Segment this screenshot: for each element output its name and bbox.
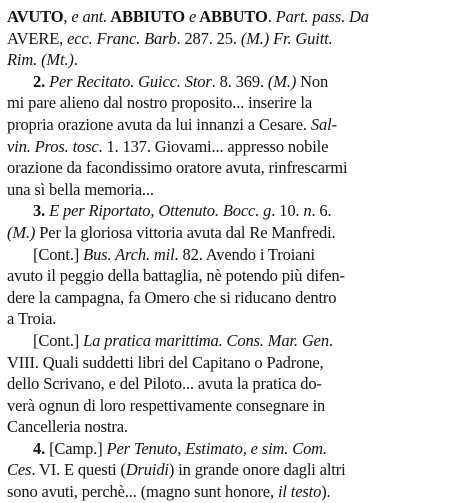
text-line <box>7 179 467 201</box>
text-line <box>7 287 467 309</box>
text-line <box>7 28 467 50</box>
text-line <box>7 352 467 374</box>
italic-text: Part. pass. Da <box>275 7 369 26</box>
text-line <box>7 136 467 158</box>
italic-text: Ces <box>7 460 32 480</box>
body-text: ). <box>321 482 331 502</box>
italic-text: ecc. Franc. Barb <box>67 28 177 48</box>
italic-text: (M.) Fr. Guitt. <box>240 28 333 48</box>
italic-text: Per Recitato. Guicc. Stor <box>49 71 212 91</box>
text-line <box>7 481 467 503</box>
body-text: ) in grande onore dagli altri <box>168 460 346 480</box>
body-text: . 287. 25. <box>176 28 241 48</box>
body-text: dere la campagna, fa Omero che si riducano dentro <box>7 287 337 307</box>
body-text: dello Scrivano, e del Piloto... avuta la pratica do- <box>7 374 322 394</box>
italic-text: La pratica marittima. Cons. Mar. Gen <box>83 330 329 350</box>
body-text: sono avuti, perchè... (magno sunt honore, <box>7 482 278 502</box>
body-text: . 1. 137. Giovami... appresso nobile <box>98 136 329 156</box>
body-text: orazione da facondissimo oratore avuta, rinfrescarmi <box>7 158 348 178</box>
body-text: , <box>59 28 68 48</box>
text-line <box>7 244 467 266</box>
body-text: verà ognun di loro respettivamente consegnare in <box>7 395 326 415</box>
body-text: . 8. 369. <box>211 71 268 91</box>
headword-text: AVUTO <box>7 7 64 26</box>
text-line <box>7 373 467 395</box>
body-text: . <box>73 50 78 70</box>
body-text: una sì bella memoria... <box>7 179 154 199</box>
text-line <box>7 114 467 136</box>
text-line <box>7 308 467 330</box>
text-line <box>7 92 467 114</box>
body-text: . 82. Avendo i Troiani <box>174 244 315 264</box>
body-text: Per la gloriosa vittoria avuta dal Re Manfredi. <box>35 222 336 242</box>
body-text: , <box>63 7 72 26</box>
text-line <box>7 49 467 71</box>
italic-text: Rim. (Mt.) <box>7 50 74 70</box>
body-text: . <box>328 330 333 350</box>
headword-text: 3. <box>33 201 50 221</box>
headword-text: 2. <box>33 71 50 91</box>
body-text: avuto il peggio della battaglia, nè potendo più difen- <box>7 266 345 286</box>
body-text: Cancelleria nostra. <box>7 417 128 437</box>
italic-text: Bus. Arch. mil <box>83 244 175 264</box>
italic-text: Sal- <box>310 114 337 134</box>
italic-text: (M.) <box>7 222 36 242</box>
body-text: a Troia. <box>7 309 57 329</box>
italic-text: n <box>303 201 312 221</box>
text-line <box>7 265 467 287</box>
italic-text: vin. Pros. tosc <box>7 136 99 156</box>
text-line <box>7 416 467 438</box>
text-line <box>7 459 467 481</box>
body-text: mi pare alieno dal nostro proposito... inserire la <box>7 93 313 113</box>
body-text: Non <box>296 71 329 91</box>
text-line <box>7 222 467 244</box>
body-text: . VI. E questi ( <box>31 460 126 480</box>
italic-text: e ant. <box>71 7 108 26</box>
text-line <box>7 157 467 179</box>
body-text: [Cont.] <box>33 244 84 264</box>
body-text: [Cont.] <box>33 330 84 350</box>
body-text: . <box>267 7 276 26</box>
text-line <box>7 200 467 222</box>
body-text: [Camp.] <box>49 438 107 458</box>
italic-text: e <box>188 7 197 26</box>
text-line <box>7 6 467 28</box>
headword-text: ABBUTO <box>196 7 268 26</box>
italic-text: Per Tenuto, Estimato, e sim. Com. <box>106 438 327 458</box>
italic-text: il testo <box>277 482 322 502</box>
italic-text: E per Riportato, Ottenuto. Bocc. g <box>49 201 272 221</box>
text-line <box>7 71 467 93</box>
headword-text: ABBIUTO <box>107 7 189 26</box>
body-text: . 6. <box>311 201 332 221</box>
text-line <box>7 330 467 352</box>
text-line <box>7 395 467 417</box>
body-text: . 10. <box>271 201 304 221</box>
body-text: propria orazione avuta da lui innanzi a Cesare. <box>7 114 311 134</box>
italic-text: (M.) <box>267 71 297 91</box>
body-text: VIII. Quali suddetti libri del Capitano o Padrone, <box>7 352 324 372</box>
italic-text: Druidi <box>125 460 169 480</box>
dictionary-entry <box>7 6 467 503</box>
text-line <box>7 438 467 460</box>
body-text: AVERE <box>7 28 60 48</box>
headword-text: 4. <box>33 438 50 458</box>
